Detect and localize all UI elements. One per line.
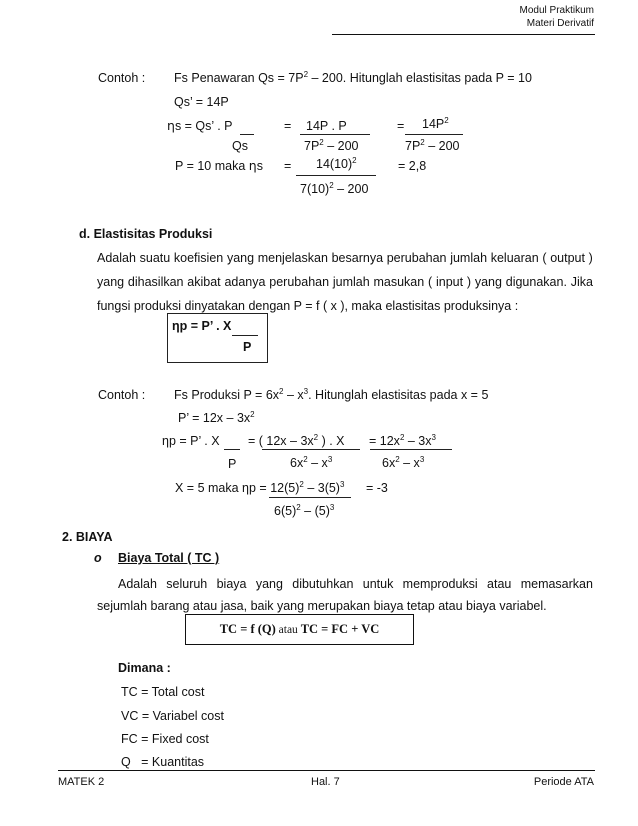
example2-x5-line: X = 5 maka $\eta p = 12(5)^2 - 3(5)^3$ <box>175 480 345 495</box>
example1-eta-formula: ηs = Qs’ . P <box>167 118 233 133</box>
footer-page-number: Hal. 7 <box>311 776 340 788</box>
fraction-bar <box>224 449 240 450</box>
elasticity-formula-denominator: P <box>243 340 252 354</box>
definition-q: Q = Kuantitas <box>121 755 205 769</box>
section-d-title: d. Elastisitas Produksi <box>79 227 213 241</box>
example1-derivative: Qs’ = 14P <box>174 95 229 109</box>
example2-label: Contoh : <box>98 388 146 402</box>
example1-den4: $7(10)^2 - 200$ <box>300 181 369 196</box>
section-d-para-line2: yang dihasilkan akibat adanya perubahan jumlah masukan ( input ) yang digunakan. Jika <box>97 275 593 289</box>
subsection-title: Biaya Total ( TC ) <box>118 551 220 565</box>
example2-den3: $6x^2 - x^3$ <box>382 455 425 470</box>
example2-eta-formula: ηp = P’ . X <box>162 434 220 448</box>
fraction-bar <box>262 449 360 450</box>
example1-p10-line: P = 10 maka ηs <box>175 158 263 173</box>
tc-formula: TC = f (Q) atau TC = FC + VC <box>219 622 380 636</box>
header-module: Modul Praktikum <box>519 5 594 16</box>
fraction-bar <box>240 134 254 135</box>
section-d-para-line3: fungsi produksi dinyatakan dengan P = f ( x ), maka elastisitas produksinya : <box>97 299 519 313</box>
example2-num2: = ( $12x - 3x^2$ ) . X <box>248 433 345 448</box>
equals-sign: = <box>284 159 292 173</box>
example2-statement: Fs Produksi $P = 6x^2 - x^3$. Hitunglah elastisitas pada x = 5 <box>174 387 489 402</box>
example1-den1: Qs <box>232 139 248 153</box>
fraction-bar <box>296 175 376 176</box>
elasticity-formula-numerator: ηp = P’ . X <box>172 319 232 333</box>
fraction-bar <box>370 449 452 450</box>
example2-result: = -3 <box>366 481 388 495</box>
example2-derivative: P’ = $12x - 3x^2$ <box>178 410 255 425</box>
fraction-bar <box>405 134 463 135</box>
footer-rule <box>58 770 595 771</box>
header-topic: Materi Derivatif <box>526 18 594 29</box>
footer-period: Periode ATA <box>533 776 594 788</box>
fraction-bar <box>269 497 351 498</box>
definition-vc: VC = Variabel cost <box>121 709 224 723</box>
example2-den1: P <box>228 457 237 471</box>
section-2-para-line1: Adalah seluruh biaya yang dibutuhkan untuk memproduksi atau memasarkan <box>118 577 593 591</box>
definition-fc: FC = Fixed cost <box>121 732 209 746</box>
fraction-bar <box>300 134 370 135</box>
example1-result: = 2,8 <box>398 159 427 173</box>
section-d-para-line1: Adalah suatu koefisien yang menjelaskan besarnya perubahan jumlah keluaran ( output ) <box>97 251 593 265</box>
definition-tc: TC = Total cost <box>121 685 205 699</box>
equals-sign: = <box>397 119 405 133</box>
example2-num3: = $12x^2 - 3x^3$ <box>369 433 436 448</box>
bullet-o: o <box>94 551 102 565</box>
footer-course: MATEK 2 <box>58 776 105 788</box>
example1-num3: $14P^2$ <box>422 116 449 131</box>
example1-label: Contoh : <box>98 71 146 85</box>
example1-num4: $14(10)^2$ <box>316 156 357 171</box>
section-2-para-line2: sejumlah barang atau jasa, baik yang merupakan biaya tetap atau biaya variabel. <box>97 599 547 613</box>
example1-statement: Fs Penawaran $Qs = 7P^2 - 200$. Hitunglah elastisitas pada P = 10 <box>174 70 532 85</box>
example1-den3: $7P^2 - 200$ <box>405 138 460 153</box>
example1-den2: $7P^2 - 200$ <box>304 138 359 153</box>
example1-num2: 14P . P <box>306 119 347 133</box>
fraction-bar <box>232 335 258 336</box>
section-2-title: 2. BIAYA <box>62 530 113 544</box>
example2-den4: $6(5)^2 - (5)^3$ <box>274 503 335 518</box>
header-rule <box>332 34 595 35</box>
dimana-label: Dimana : <box>118 661 171 675</box>
example2-den2: $6x^2 - x^3$ <box>290 455 333 470</box>
equals-sign: = <box>284 119 292 133</box>
